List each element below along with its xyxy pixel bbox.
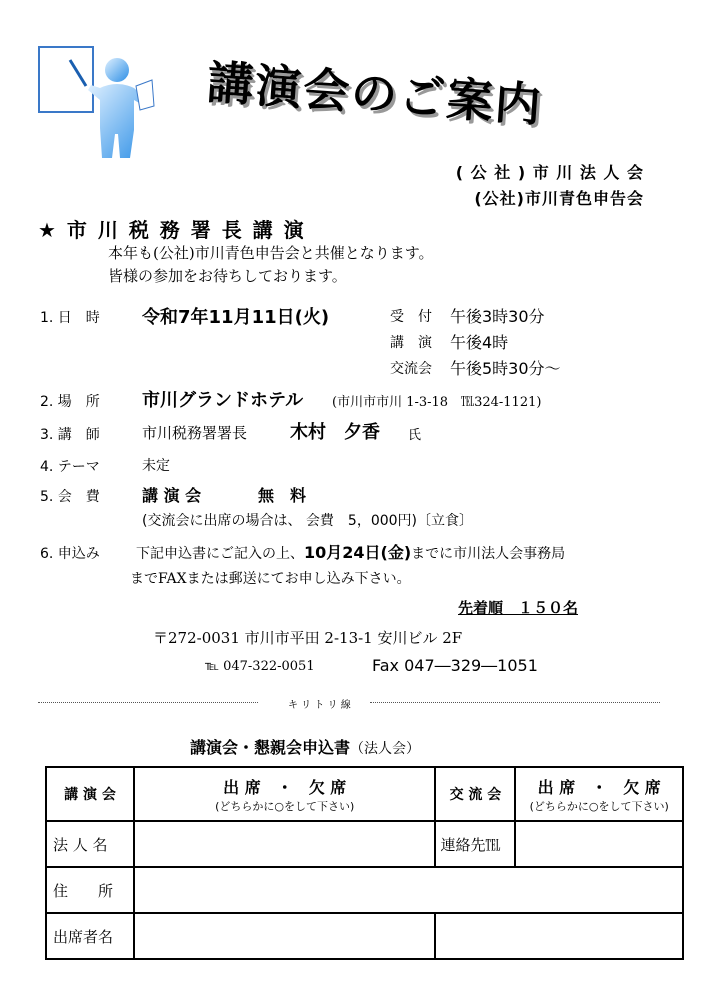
contact-tel-label: 連絡先℡ (435, 821, 515, 867)
fee-event: 講 演 会 (142, 486, 202, 505)
date-value: 令和7年11月11日(火) (142, 307, 330, 328)
date-label: 1. 日 時 (40, 310, 100, 326)
social-choice-note: (どちらかに○をして下さい) (529, 799, 669, 813)
section-heading: ★ 市 川 税 務 署 長 講 演 (38, 218, 306, 242)
apply-line-1 (136, 540, 565, 563)
fee-value: 無 料 (258, 486, 307, 505)
intro-line-2: 皆様の参加をお待ちしております。 (108, 267, 347, 285)
attendee-name-field-2[interactable] (435, 913, 683, 959)
page-title: 講演会のご案内 (205, 54, 545, 133)
lecture-label: 講 演 会 (46, 767, 134, 821)
place-address: (市川市市川 1-3-18 ℡324-1121) (332, 395, 542, 410)
cut-line-right (370, 702, 660, 703)
form-title-main: 講演会・懇親会申込書 (190, 738, 351, 757)
apply-deadline: 10月24日(金) (304, 543, 412, 562)
cut-line-label: キ リ ト リ 線 (288, 700, 351, 711)
application-form (45, 766, 684, 960)
intro-line-1: 本年も(公社)市川青色申告会と共催となります。 (108, 244, 434, 262)
apply-label: 6. 申込み (40, 546, 100, 562)
schedule-time-2: 午後4時 (450, 333, 509, 352)
presenter-icon (60, 50, 160, 160)
schedule-label-2: 講 演 (390, 335, 432, 351)
apply-line-1-post: までに市川法人会事務局 (411, 546, 566, 562)
attendee-label: 出席者名 (46, 913, 134, 959)
speaker-label: 3. 講 師 (40, 427, 100, 443)
schedule-label-3: 交流会 (390, 361, 432, 377)
organizer-2: (公社)市川青色申告会 (474, 189, 644, 208)
lecture-choice-note: (どちらかに○をして下さい) (215, 799, 355, 813)
schedule-time-1: 午後3時30分 (450, 307, 545, 326)
form-title (190, 735, 420, 758)
fee-note: (交流会に出席の場合は、 会費 5，000円)〔立食〕 (142, 513, 474, 529)
lecture-attendance-field[interactable] (134, 767, 435, 821)
form-title-sub: （法人会） (350, 741, 421, 757)
company-name-field[interactable] (134, 821, 435, 867)
schedule-time-3: 午後5時30分～ (450, 359, 561, 378)
social-attend-choice: 出 席 ・ 欠 席 (537, 777, 661, 797)
apply-line-2: までFAXまたは郵送にてお申し込み下さい。 (130, 571, 411, 587)
capacity-limit: 先着順 １５０名 (458, 599, 579, 617)
speaker-title: 市川税務署署長 (142, 424, 248, 442)
place-value: 市川グランドホテル (142, 390, 304, 411)
theme-value: 未定 (142, 458, 170, 474)
contact-fax: Fax 047―329―1051 (372, 656, 538, 675)
theme-label: 4. テーマ (40, 459, 100, 475)
social-label: 交 流 会 (435, 767, 515, 821)
schedule-label-1: 受 付 (390, 309, 432, 325)
speaker-name: 木村 夕香 (290, 422, 380, 443)
place-label: 2. 場 所 (40, 394, 100, 410)
contact-tel: ℡ 047-322-0051 (205, 659, 315, 674)
apply-line-1-pre: 下記申込書にご記入の上、 (136, 546, 304, 562)
social-attendance-field[interactable] (515, 767, 683, 821)
address-field[interactable] (134, 867, 683, 913)
lecture-attend-choice: 出 席 ・ 欠 席 (223, 777, 347, 797)
attendee-name-field-1[interactable] (134, 913, 435, 959)
address-label: 住 所 (46, 867, 134, 913)
contact-address: 〒272-0031 市川市平田 2-13-1 安川ビル 2F (153, 629, 463, 647)
company-name-label: 法 人 名 (46, 821, 134, 867)
speaker-honorific: 氏 (408, 428, 422, 443)
organizer-1: ( 公 社 ) 市 川 法 人 会 (455, 163, 644, 182)
contact-tel-field[interactable] (515, 821, 683, 867)
fee-label: 5. 会 費 (40, 489, 100, 505)
cut-line-left (38, 702, 258, 703)
